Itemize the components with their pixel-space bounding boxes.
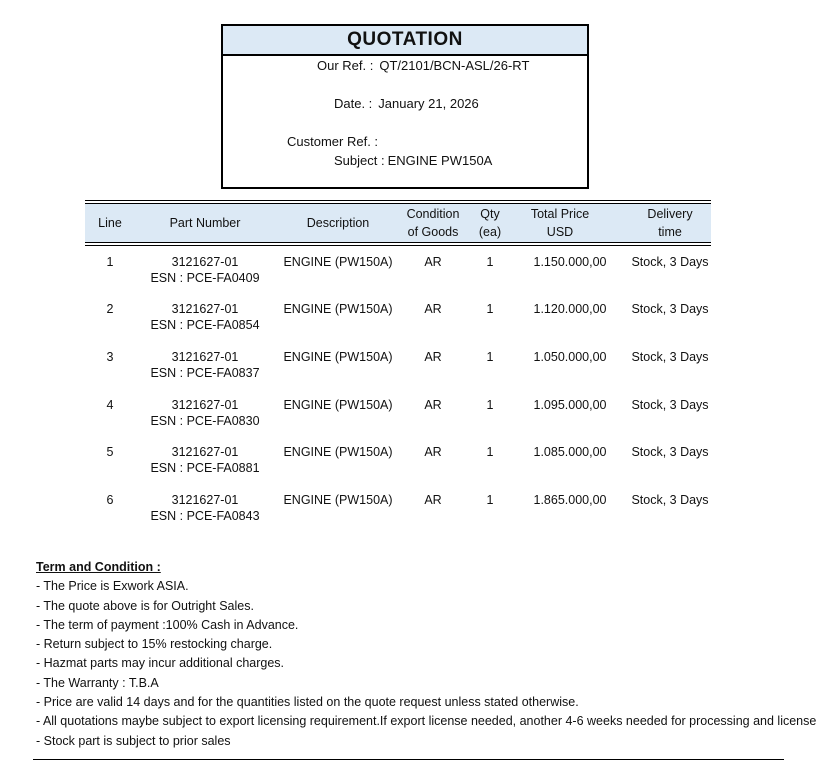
- terms-item: - Hazmat parts may incur additional charges.: [36, 656, 285, 671]
- cell-part-number: 3121627-01 ESN : PCE-FA0854: [150, 302, 260, 332]
- cell-description: ENGINE (PW150A): [283, 350, 393, 364]
- table-row: [85, 492, 711, 540]
- cell-qty: 1: [486, 350, 494, 364]
- cell-description: ENGINE (PW150A): [283, 302, 393, 316]
- subject-value: ENGINE PW150A: [387, 153, 493, 168]
- terms-list: [36, 577, 816, 751]
- footer-rule: [33, 759, 784, 760]
- cell-description: ENGINE (PW150A): [283, 445, 393, 459]
- date-label: Date. :: [334, 96, 373, 111]
- cell-qty: 1: [486, 445, 494, 459]
- cell-delivery: Stock, 3 Days: [631, 445, 709, 459]
- cell-description: ENGINE (PW150A): [283, 398, 393, 412]
- table-row: [85, 397, 711, 445]
- terms-section: [36, 558, 816, 751]
- subject-label: Subject :: [334, 153, 385, 168]
- cell-price: 1.120.000,00: [533, 302, 607, 316]
- cell-condition: AR: [424, 350, 442, 364]
- terms-item: - Stock part is subject to prior sales: [36, 733, 231, 748]
- cell-price: 1.150.000,00: [533, 255, 607, 269]
- terms-item: - Price are valid 14 days and for the quantities listed on the quote request unless stated otherwise.: [36, 695, 579, 710]
- cell-description: ENGINE (PW150A): [283, 255, 393, 269]
- col-part-number-header: Part Number: [169, 216, 241, 230]
- col-delivery-header: Delivery time: [647, 207, 693, 239]
- table-row: [85, 349, 711, 397]
- cell-qty: 1: [486, 398, 494, 412]
- col-condition-header: Condition of Goods: [406, 207, 460, 239]
- our-ref-row: [317, 58, 529, 73]
- subject-row: [334, 153, 492, 168]
- date-value: January 21, 2026: [378, 96, 479, 111]
- table-row: [85, 301, 711, 349]
- cell-qty: 1: [486, 255, 494, 269]
- terms-item: - The term of payment :100% Cash in Advance.: [36, 617, 299, 632]
- cell-line: 3: [106, 350, 114, 364]
- cell-condition: AR: [424, 255, 442, 269]
- table-top-rule: [85, 200, 711, 201]
- cell-condition: AR: [424, 445, 442, 459]
- terms-item: - The Price is Exwork ASIA.: [36, 579, 189, 594]
- cell-condition: AR: [424, 302, 442, 316]
- cell-condition: AR: [424, 398, 442, 412]
- cell-description: ENGINE (PW150A): [283, 493, 393, 507]
- cell-part-number: 3121627-01 ESN : PCE-FA0830: [150, 398, 260, 428]
- cell-part-number: 3121627-01 ESN : PCE-FA0837: [150, 350, 260, 380]
- cell-line: 5: [106, 445, 114, 459]
- col-qty-header: Qty (ea): [478, 207, 502, 239]
- cell-delivery: Stock, 3 Days: [631, 350, 709, 364]
- our-ref-value: QT/2101/BCN-ASL/26-RT: [379, 58, 530, 73]
- cell-delivery: Stock, 3 Days: [631, 398, 709, 412]
- cell-line: 1: [106, 255, 114, 269]
- terms-item: - All quotations maybe subject to export licensing requirement.If export license needed, another 4-6 weeks needed for processing and license: [36, 714, 817, 729]
- our-ref-label: Our Ref. :: [317, 58, 374, 73]
- table-header: [85, 204, 711, 242]
- cell-delivery: Stock, 3 Days: [631, 493, 709, 507]
- cell-qty: 1: [486, 302, 494, 316]
- date-row: [334, 96, 479, 111]
- table-row: [85, 254, 711, 302]
- cell-delivery: Stock, 3 Days: [631, 255, 709, 269]
- customer-ref-row: [287, 134, 384, 149]
- cell-price: 1.085.000,00: [533, 445, 607, 459]
- terms-item: - Return subject to 15% restocking charge.: [36, 637, 273, 652]
- cell-condition: AR: [424, 493, 442, 507]
- table-row: [85, 444, 711, 492]
- cell-part-number: 3121627-01 ESN : PCE-FA0843: [150, 493, 260, 523]
- cell-part-number: 3121627-01 ESN : PCE-FA0881: [150, 445, 260, 475]
- col-price-header: Total Price USD: [530, 207, 590, 239]
- cell-price: 1.095.000,00: [533, 398, 607, 412]
- col-line-header: Line: [98, 216, 122, 230]
- cell-delivery: Stock, 3 Days: [631, 302, 709, 316]
- quotation-table: [85, 200, 711, 523]
- cell-line: 4: [106, 398, 114, 412]
- table-header-rule: [85, 242, 711, 243]
- table-header-rule-inner: [85, 245, 711, 246]
- terms-item: - The quote above is for Outright Sales.: [36, 598, 254, 613]
- col-description-header: Description: [306, 216, 370, 230]
- cell-qty: 1: [486, 493, 494, 507]
- cell-price: 1.050.000,00: [533, 350, 607, 364]
- cell-price: 1.865.000,00: [533, 493, 607, 507]
- customer-ref-label: Customer Ref. :: [287, 134, 379, 149]
- cell-line: 2: [106, 302, 114, 316]
- quotation-header-box: [221, 24, 589, 189]
- cell-line: 6: [106, 493, 114, 507]
- quotation-title: QUOTATION: [223, 26, 587, 56]
- cell-part-number: 3121627-01 ESN : PCE-FA0409: [150, 255, 260, 285]
- terms-item: - The Warranty : T.B.A: [36, 675, 159, 690]
- terms-heading: Term and Condition :: [36, 560, 161, 574]
